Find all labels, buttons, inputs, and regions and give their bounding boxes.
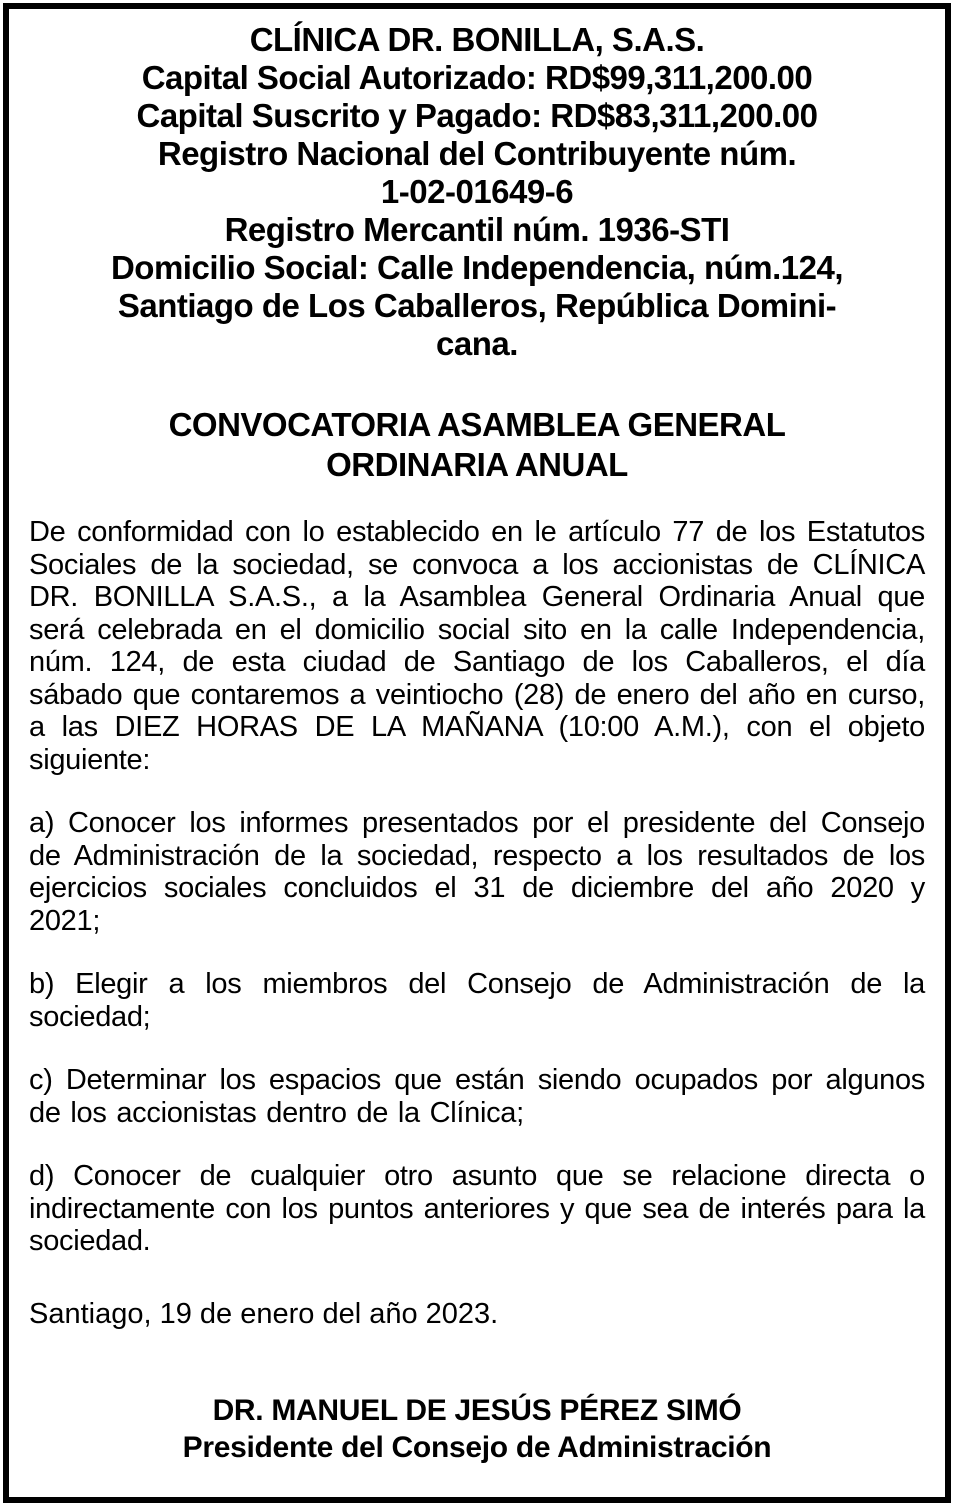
company-header <box>29 21 925 363</box>
rnc-label-line: Registro Nacional del Contribuyente núm. <box>157 135 797 172</box>
domicilio-line-2: Santiago de Los Caballeros, República Domini- <box>117 287 837 324</box>
signer-title: Presidente del Consejo de Administración <box>182 1431 772 1464</box>
agenda-item-b: b) Elegir a los miembros del Consejo de Administración de la sociedad; <box>29 968 925 1033</box>
agenda-item-a: a) Conocer los informes presentados por el presidente del Consejo de Administración de la sociedad, respecto a los resultados de los ejercicios sociales concluidos el 31 de diciembre del año 2020 y 2021; <box>29 807 925 937</box>
registro-mercantil-line: Registro Mercantil núm. 1936-STI <box>224 211 730 248</box>
capital-suscrito-line: Capital Suscrito y Pagado: RD$83,311,200.00 <box>136 97 818 134</box>
signer-name: DR. MANUEL DE JESÚS PÉREZ SIMÓ <box>212 1394 742 1427</box>
capital-autorizado-line: Capital Social Autorizado: RD$99,311,200.00 <box>141 59 813 96</box>
company-name: CLÍNICA DR. BONILLA, S.A.S. <box>249 21 705 58</box>
rnc-number-line: 1-02-01649-6 <box>380 173 574 210</box>
domicilio-line-1: Domicilio Social: Calle Independencia, núm.124, <box>110 249 844 286</box>
notice-title-line-1: CONVOCATORIA ASAMBLEA GENERAL <box>168 406 786 443</box>
intro-paragraph: De conformidad con lo establecido en le artículo 77 de los Estatutos Sociales de la sociedad, se convoca a los accionistas de CLÍNICA DR. BONILLA S.A.S., a la Asamblea General Ordinaria Anual que será celebrada en el domicilio social sito en la calle Independencia, núm. 124, de esta ciudad de Santiago de los Caballeros, el día sábado que contaremos a veintiocho (28) de enero del año en curso, a las DIEZ HORAS DE LA MAÑANA (10:00 A.M.), con el objeto siguiente: <box>29 516 925 776</box>
notice-title <box>29 405 925 485</box>
domicilio-line-3: cana. <box>436 325 518 362</box>
date-line: Santiago, 19 de enero del año 2023. <box>29 1297 499 1330</box>
notice-title-line-2: ORDINARIA ANUAL <box>326 446 628 483</box>
signature-block <box>29 1392 925 1466</box>
agenda-item-d: d) Conocer de cualquier otro asunto que se relacione directa o indirectamente con los puntos anteriores y que sea de interés para la sociedad. <box>29 1160 925 1257</box>
page-border-frame <box>3 3 951 1503</box>
agenda-item-c: c) Determinar los espacios que están siendo ocupados por algunos de los accionistas dentro de la Clínica; <box>29 1064 925 1129</box>
